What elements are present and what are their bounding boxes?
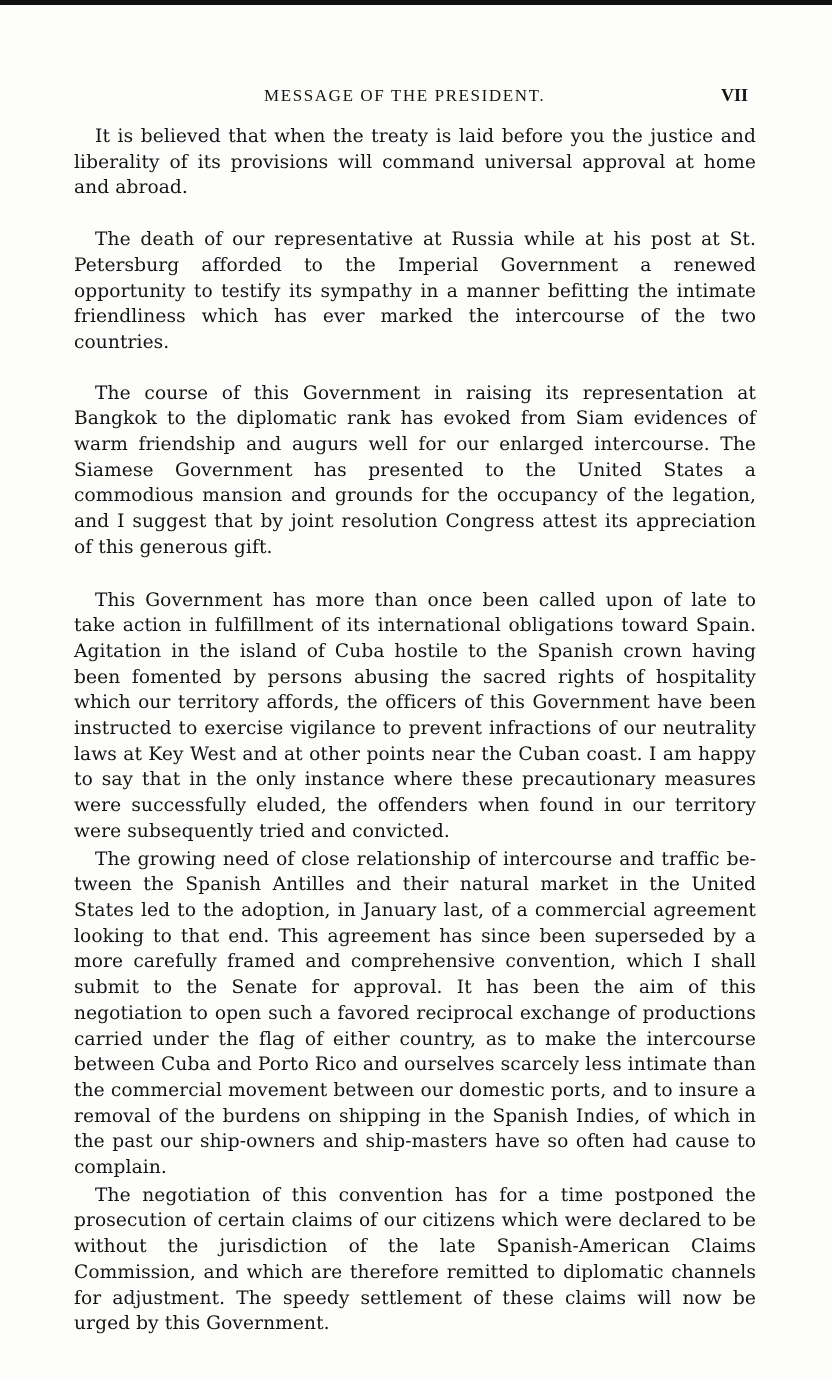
page-header	[0, 86, 832, 110]
top-border-rule	[0, 0, 832, 5]
paragraph-antilles-trade: The growing need of close relationship of intercourse and traffic between the Spanish Antilles and their natural market in the United States led to the adoption, in January last, of a commercial agreement looking to that end. This agreement has since been superseded by a more carefully framed and comprehensive convention, which I shall submit to the Senate for approval. It has been the aim of this negotiation to open such a favored reciprocal exchange of productions carried under the flag of either country, as to make the intercourse between Cuba and Porto Rico and ourselves scarcely less intimate than the commercial movement between our domestic ports, and to insure a removal of the burdens on shipping in the Spanish Indies, of which in the past our ship-owners and ship-masters have so often had cause to complain.	[74, 848, 756, 1179]
page-number: VII	[721, 85, 749, 105]
paragraph-claims: The negotiation of this convention has for a time postponed the prosecution of certain claims of our citizens which were declared to be without the jurisdiction of the late Spanish-American Claims Commission, and which are therefore remitted to diplomatic channels for adjustment. The speedy settlement of these claims will now be urged by this Government.	[74, 1184, 756, 1335]
paragraph-spain: This Government has more than once been called upon of late to take action in fulfillment of its international obligations toward Spain. Agitation in the island of Cuba hostile to the Spanish crown having been fomented by persons abusing the sacred rights of hospitality which our territory affords, the officers of this Government have been instructed to exercise vigilance to prevent infractions of our neutrality laws at Key West and at other points near the Cuban coast. I am happy to say that in the only instance where these precautionary measures were successfully eluded, the offenders when found in our territory were subsequently tried and convicted.	[74, 589, 756, 842]
paragraph-siam: The course of this Government in raising its representation at Bangkok to the diplomatic rank has evoked from Siam evidences of warm friendship and augurs well for our enlarged intercourse. The Siamese Government has presented to the United States a commodious mansion and grounds for the occupancy of the legation, and I suggest that by joint resolution Congress attest its appreciation of this generous gift.	[74, 382, 756, 558]
paragraph-russia: The death of our representative at Russia while at his post at St. Petersburg afforded to the Imperial Government a renewed opportunity to testify its sympathy in a manner befitting the intimate friendliness which has ever marked the intercourse of the two countries.	[74, 229, 756, 353]
running-title: MESSAGE OF THE PRESIDENT.	[264, 86, 546, 105]
paragraph-treaty: It is believed that when the treaty is laid before you the justice and liberality of its provisions will command universal approval at home and abroad.	[74, 126, 756, 199]
body-text	[74, 124, 756, 1337]
